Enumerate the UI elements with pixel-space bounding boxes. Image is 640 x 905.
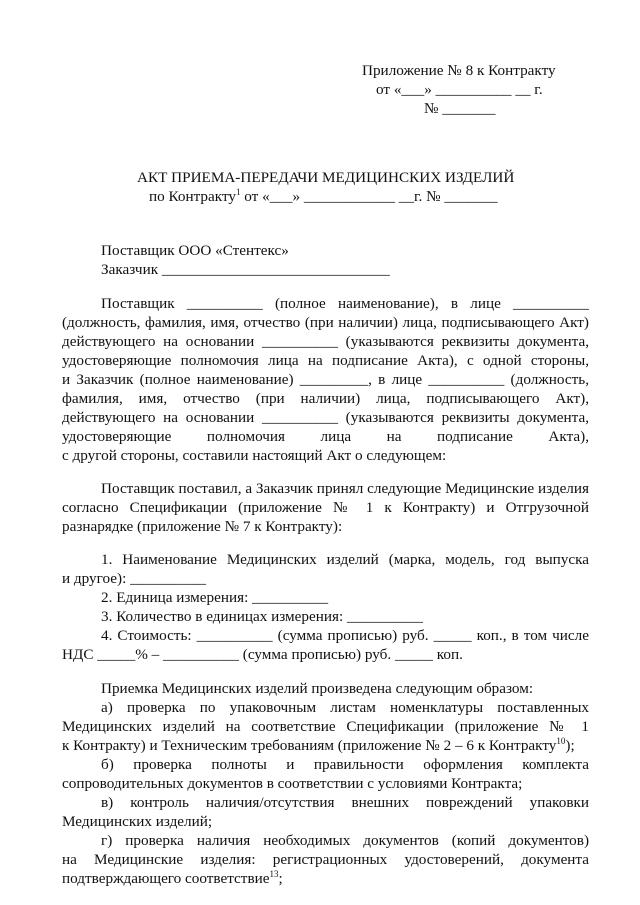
supplier-line: Поставщик ООО «Стентекс» — [101, 242, 289, 259]
preamble-line: (должность, фамилия, имя, отчество (при наличии) лица, подписывающего Акт) — [62, 314, 589, 331]
supply-line: согласно Спецификации (приложение № 1 к Контракту) и Отгрузочной — [62, 499, 589, 516]
acceptance-a-line: к Контракту) и Техническим требованиям (приложение № 2 – 6 к Контракту$^{10}$); — [62, 735, 575, 754]
supply-line: Поставщик поставил, а Заказчик принял следующие Медицинские изделия — [101, 480, 589, 497]
footnote-ref: 1 — [235, 186, 241, 197]
item-line: 2. Единица измерения: __________ — [101, 589, 329, 606]
appendix-label: Приложение № 8 к Контракту — [362, 62, 556, 79]
acceptance-a-line: а) проверка по упаковочным листам номенклатуры поставленных — [101, 699, 589, 716]
item-line: 1. Наименование Медицинских изделий (марка, модель, год выпуска — [101, 551, 589, 568]
acceptance-intro: Приемка Медицинских изделий произведена следующим образом: — [101, 680, 534, 697]
preamble-line: с другой стороны, составили настоящий Акт о следующем: — [62, 447, 447, 464]
item-line: 3. Количество в единицах измерения: __________ — [101, 608, 423, 625]
preamble-line: удостоверяющие полномочия лица на подписание Акта), — [62, 428, 589, 445]
acceptance-b-line: сопроводительных документов в соответствии с условиями Контракта; — [62, 775, 523, 792]
preamble-line: фамилия, имя, отчество (при наличии) лица, подписывающего Акт), — [62, 390, 589, 407]
act-title: АКТ ПРИЕМА-ПЕРЕДАЧИ МЕДИЦИНСКИХ ИЗДЕЛИЙ — [137, 169, 515, 186]
item-line: и другое): __________ — [62, 570, 207, 587]
footnote-ref: 10 — [556, 735, 566, 746]
supply-line: разнарядке (приложение № 7 к Контракту): — [62, 518, 343, 535]
acceptance-b-line: б) проверка полноты и правильности оформления комплекта — [101, 756, 589, 773]
item-line: НДС _____% – __________ (сумма прописью) руб. _____ коп. — [62, 646, 463, 663]
acceptance-d-line: г) проверка наличия необходимых документов (копий документов) — [101, 832, 589, 849]
preamble-line: и Заказчик (полное наименование) _________, в лице __________ (должность, — [62, 371, 589, 388]
preamble-line: действующего на основании __________ (указываются реквизиты документа, — [62, 409, 589, 426]
acceptance-d-line: на Медицинские изделия: регистрационных удостоверений, документа — [62, 851, 589, 868]
preamble-line: действующего на основании __________ (указываются реквизиты документа, — [62, 333, 589, 350]
acceptance-a-line: Медицинских изделий на соответствие Спецификации (приложение № 1 — [62, 718, 589, 735]
act-subtitle: по Контракту$^1$ от «___» ____________ __г. № _______ — [149, 186, 498, 205]
appendix-date-line: от «___» __________ __ г. — [376, 81, 543, 98]
acceptance-c-line: Медицинских изделий; — [62, 813, 213, 830]
appendix-number-line: № _______ — [424, 100, 496, 117]
footnote-ref: 13 — [269, 868, 279, 879]
acceptance-c-line: в) контроль наличия/отсутствия внешних повреждений упаковки — [101, 794, 589, 811]
customer-line: Заказчик ______________________________ — [101, 261, 390, 278]
acceptance-d-line: подтверждающего соответствие$^{13}$; — [62, 868, 283, 887]
preamble-line: удостоверяющие полномочия лица на подписание Акта), с одной стороны, — [62, 352, 589, 369]
preamble-line: Поставщик __________ (полное наименование), в лице __________ — [101, 295, 589, 312]
item-line: 4. Стоимость: __________ (сумма прописью) руб. _____ коп., в том числе — [101, 627, 589, 644]
